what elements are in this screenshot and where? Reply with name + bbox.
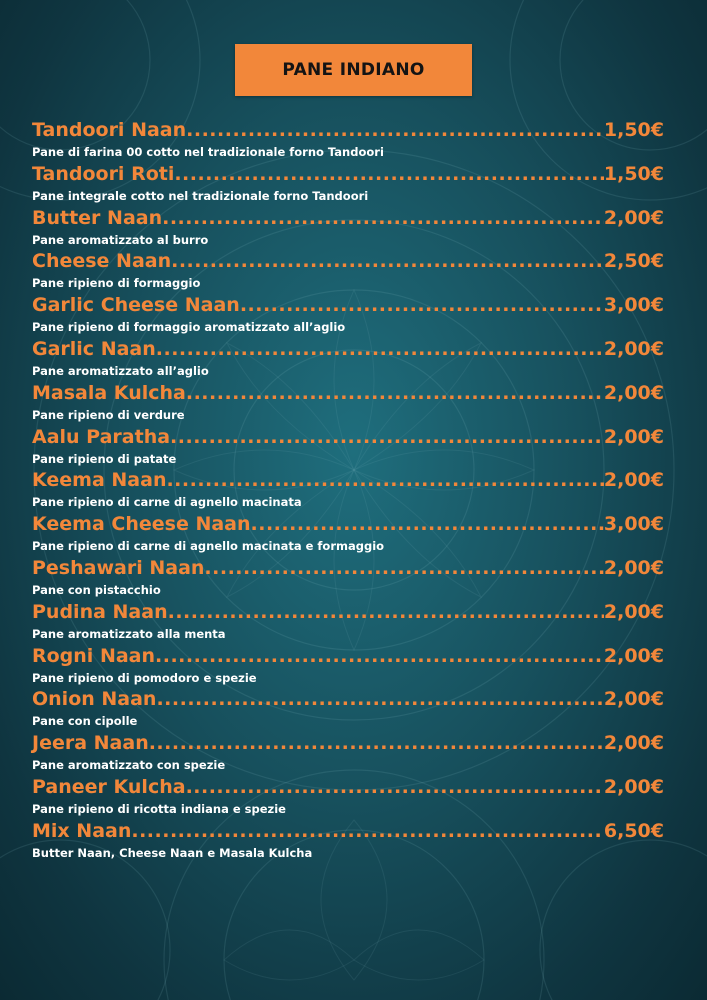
item-name: Garlic Naan bbox=[32, 337, 156, 360]
item-price: 3,00€ bbox=[603, 294, 664, 317]
section-title-box bbox=[235, 44, 472, 96]
item-name: Tandoori Naan bbox=[32, 119, 187, 141]
menu-item bbox=[32, 204, 664, 248]
menu-item bbox=[32, 335, 664, 379]
item-name: Keema Naan bbox=[32, 469, 167, 492]
menu-item bbox=[32, 160, 664, 204]
menu-item bbox=[32, 598, 664, 642]
menu-item bbox=[32, 116, 664, 160]
menu-item bbox=[32, 685, 664, 729]
item-price: 2,00€ bbox=[603, 381, 664, 404]
item-description: Pane aromatizzato all’aglio bbox=[32, 363, 209, 378]
item-description: Pane aromatizzato con spezie bbox=[32, 758, 226, 773]
item-name: Jeera Naan bbox=[32, 732, 149, 755]
item-name: Mix Naan bbox=[32, 819, 132, 842]
item-price: 2,00€ bbox=[603, 469, 664, 492]
dot-leader bbox=[162, 204, 604, 232]
item-price: 2,00€ bbox=[603, 644, 664, 667]
menu-item bbox=[32, 773, 664, 817]
item-description: Pane aromatizzato al burro bbox=[32, 232, 209, 247]
item-description: Pane aromatizzato alla menta bbox=[32, 626, 226, 641]
item-name: Masala Kulcha bbox=[32, 381, 186, 404]
item-price: 2,00€ bbox=[603, 732, 664, 755]
dot-leader bbox=[149, 729, 604, 757]
item-name: Peshawari Naan bbox=[32, 556, 205, 579]
item-description: Pane ripieno di carne di agnello macinata e formaggio bbox=[32, 539, 385, 554]
item-name: Butter Naan bbox=[32, 206, 163, 229]
dot-leader bbox=[156, 335, 604, 363]
menu-item bbox=[32, 291, 664, 335]
dot-leader bbox=[204, 554, 603, 582]
dot-leader bbox=[168, 598, 604, 626]
item-price: 2,00€ bbox=[603, 600, 664, 623]
dot-leader bbox=[186, 379, 604, 407]
item-description: Pane di farina 00 cotto nel tradizionale forno Tandoori bbox=[32, 145, 384, 159]
item-price: 2,00€ bbox=[603, 206, 664, 229]
item-name: Rogni Naan bbox=[32, 644, 156, 667]
item-price: 1,50€ bbox=[603, 162, 664, 185]
section-title: PANE INDIANO bbox=[282, 60, 425, 80]
item-price: 3,00€ bbox=[603, 513, 664, 536]
item-description: Pane ripieno di verdure bbox=[32, 407, 185, 422]
menu-item bbox=[32, 554, 664, 598]
item-price: 2,00€ bbox=[603, 425, 664, 448]
item-name: Cheese Naan bbox=[32, 250, 172, 273]
menu-list bbox=[32, 116, 664, 861]
item-price: 2,00€ bbox=[603, 775, 664, 798]
item-price: 2,00€ bbox=[603, 688, 664, 711]
menu-item bbox=[32, 466, 664, 510]
dot-leader bbox=[186, 116, 604, 144]
menu-item bbox=[32, 817, 664, 861]
item-price: 1,50€ bbox=[603, 119, 664, 141]
item-description: Pane ripieno di pomodoro e spezie bbox=[32, 670, 257, 685]
dot-leader bbox=[186, 773, 604, 801]
item-name: Tandoori Roti bbox=[32, 162, 175, 185]
item-name: Garlic Cheese Naan bbox=[32, 294, 240, 317]
dot-leader bbox=[174, 160, 604, 188]
dot-leader bbox=[240, 291, 604, 319]
dot-leader bbox=[171, 247, 604, 275]
dot-leader bbox=[251, 510, 604, 538]
item-description: Pane ripieno di carne di agnello macinata bbox=[32, 495, 302, 510]
item-name: Aalu Paratha bbox=[32, 425, 171, 448]
item-price: 6,50€ bbox=[603, 819, 664, 842]
item-price: 2,50€ bbox=[603, 250, 664, 273]
item-name: Pudina Naan bbox=[32, 600, 168, 623]
item-description: Pane con pistacchio bbox=[32, 582, 161, 597]
dot-leader bbox=[170, 423, 604, 451]
menu-item bbox=[32, 642, 664, 686]
item-description: Pane ripieno di formaggio bbox=[32, 276, 201, 291]
item-description: Pane con cipolle bbox=[32, 714, 138, 729]
dot-leader bbox=[156, 685, 603, 713]
item-description: Pane ripieno di patate bbox=[32, 451, 177, 466]
dot-leader bbox=[131, 817, 604, 845]
item-description: Pane ripieno di ricotta indiana e spezie bbox=[32, 801, 286, 816]
item-price: 2,00€ bbox=[603, 556, 664, 579]
item-description: Pane ripieno di formaggio aromatizzato all’aglio bbox=[32, 320, 346, 335]
menu-item bbox=[32, 510, 664, 554]
menu-item bbox=[32, 247, 664, 291]
dot-leader bbox=[155, 642, 604, 670]
item-description: Pane integrale cotto nel tradizionale forno Tandoori bbox=[32, 188, 369, 203]
menu-item bbox=[32, 423, 664, 467]
item-price: 2,00€ bbox=[603, 337, 664, 360]
menu-item bbox=[32, 379, 664, 423]
menu-item bbox=[32, 729, 664, 773]
item-name: Paneer Kulcha bbox=[32, 775, 186, 798]
dot-leader bbox=[166, 466, 603, 494]
item-description: Butter Naan, Cheese Naan e Masala Kulcha bbox=[32, 845, 313, 860]
item-name: Keema Cheese Naan bbox=[32, 513, 251, 536]
item-name: Onion Naan bbox=[32, 688, 157, 711]
